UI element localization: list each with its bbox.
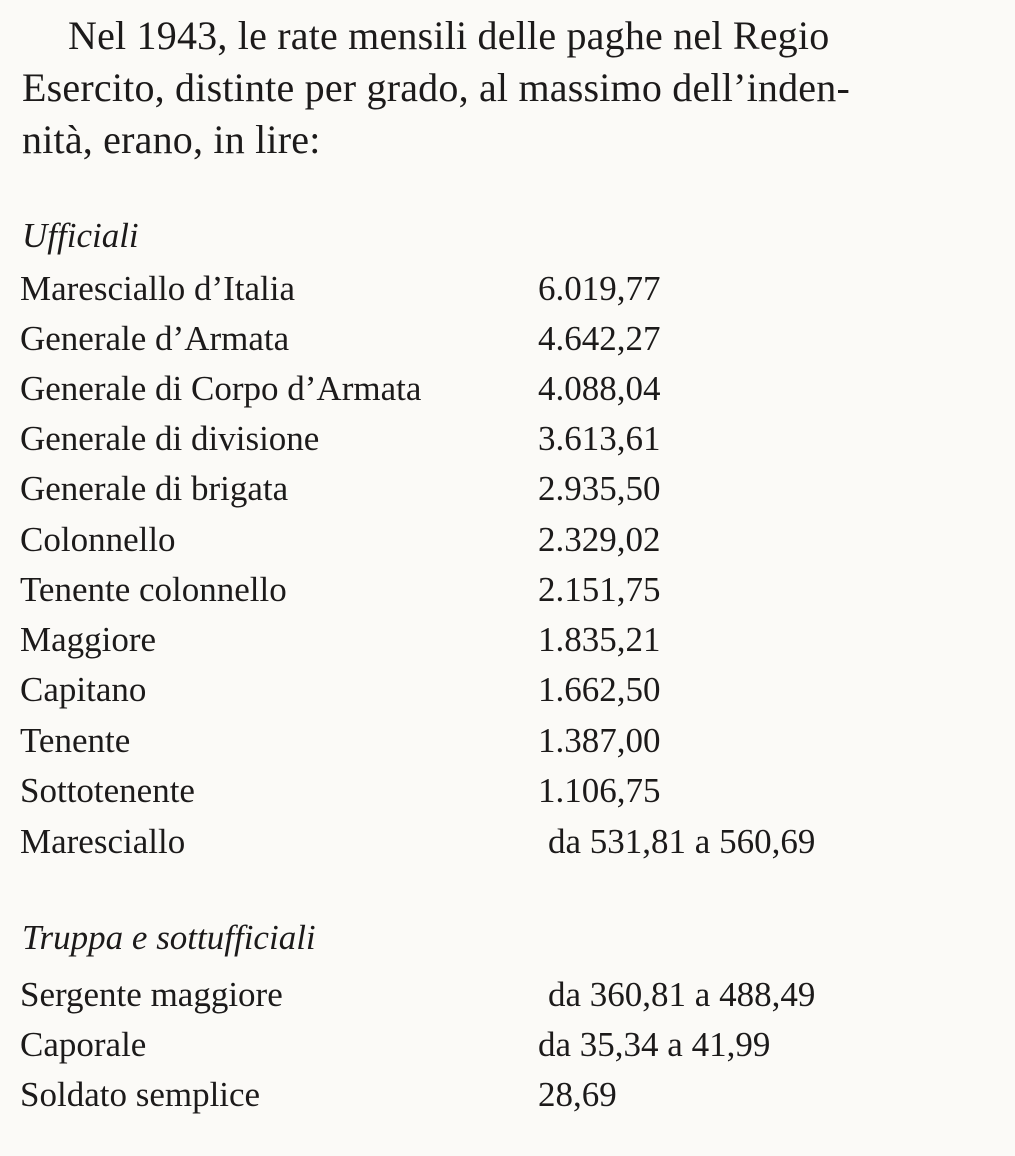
table-row (20, 515, 1000, 565)
intro-line-3: nità, erano, in lire: (22, 117, 321, 162)
table-row (20, 1020, 1000, 1070)
rank-label: Tenente colonnello (20, 570, 287, 609)
table-row (20, 970, 1000, 1020)
rank-label: Sottotenente (20, 771, 195, 810)
rank-label: Generale di brigata (20, 469, 289, 508)
section-title-ufficiali: Ufficiali (22, 216, 139, 255)
pay-value: 6.019,77 (538, 269, 661, 308)
pay-value: da 531,81 a 560,69 (548, 822, 816, 861)
rank-label: Colonnello (20, 520, 176, 559)
intro-line-1: Nel 1943, le rate mensili delle paghe nel Regio (68, 13, 830, 58)
section-title-truppa: Truppa e sottufficiali (22, 918, 316, 957)
rank-label: Generale di Corpo d’Armata (20, 369, 422, 408)
pay-value: 2.935,50 (538, 469, 661, 508)
table-row (20, 766, 1000, 816)
pay-value: da 35,34 a 41,99 (538, 1025, 771, 1064)
table-row (20, 665, 1000, 715)
table-row (20, 414, 1000, 464)
rank-label: Maggiore (20, 620, 157, 659)
table-row (20, 264, 1000, 314)
pay-value: 28,69 (538, 1075, 617, 1114)
rank-label: Sergente maggiore (20, 975, 283, 1014)
rank-label: Generale d’Armata (20, 319, 290, 358)
table-row (20, 1070, 1000, 1120)
intro-line-2: Esercito, distinte per grado, al massimo dell’inden- (22, 65, 850, 110)
intro-paragraph (22, 10, 1012, 166)
rank-label: Caporale (20, 1025, 147, 1064)
pay-value: 4.642,27 (538, 319, 661, 358)
pay-value: 1.662,50 (538, 670, 661, 709)
pay-value: 1.835,21 (538, 620, 661, 659)
rank-label: Capitano (20, 670, 147, 709)
table-row (20, 817, 1000, 867)
table-row (20, 464, 1000, 514)
pay-value: 1.106,75 (538, 771, 661, 810)
pay-value: 2.329,02 (538, 520, 661, 559)
table-row (20, 565, 1000, 615)
pay-value: 2.151,75 (538, 570, 661, 609)
rank-label: Maresciallo (20, 822, 186, 861)
table-row (20, 615, 1000, 665)
rank-label: Maresciallo d’Italia (20, 269, 296, 308)
table-row (20, 314, 1000, 364)
pay-value: 1.387,00 (538, 721, 661, 760)
pay-value: 4.088,04 (538, 369, 661, 408)
pay-value: da 360,81 a 488,49 (548, 975, 816, 1014)
table-row (20, 364, 1000, 414)
rank-label: Soldato semplice (20, 1075, 261, 1114)
rank-label: Generale di divisione (20, 419, 320, 458)
table-row (20, 716, 1000, 766)
rank-label: Tenente (20, 721, 131, 760)
pay-value: 3.613,61 (538, 419, 661, 458)
